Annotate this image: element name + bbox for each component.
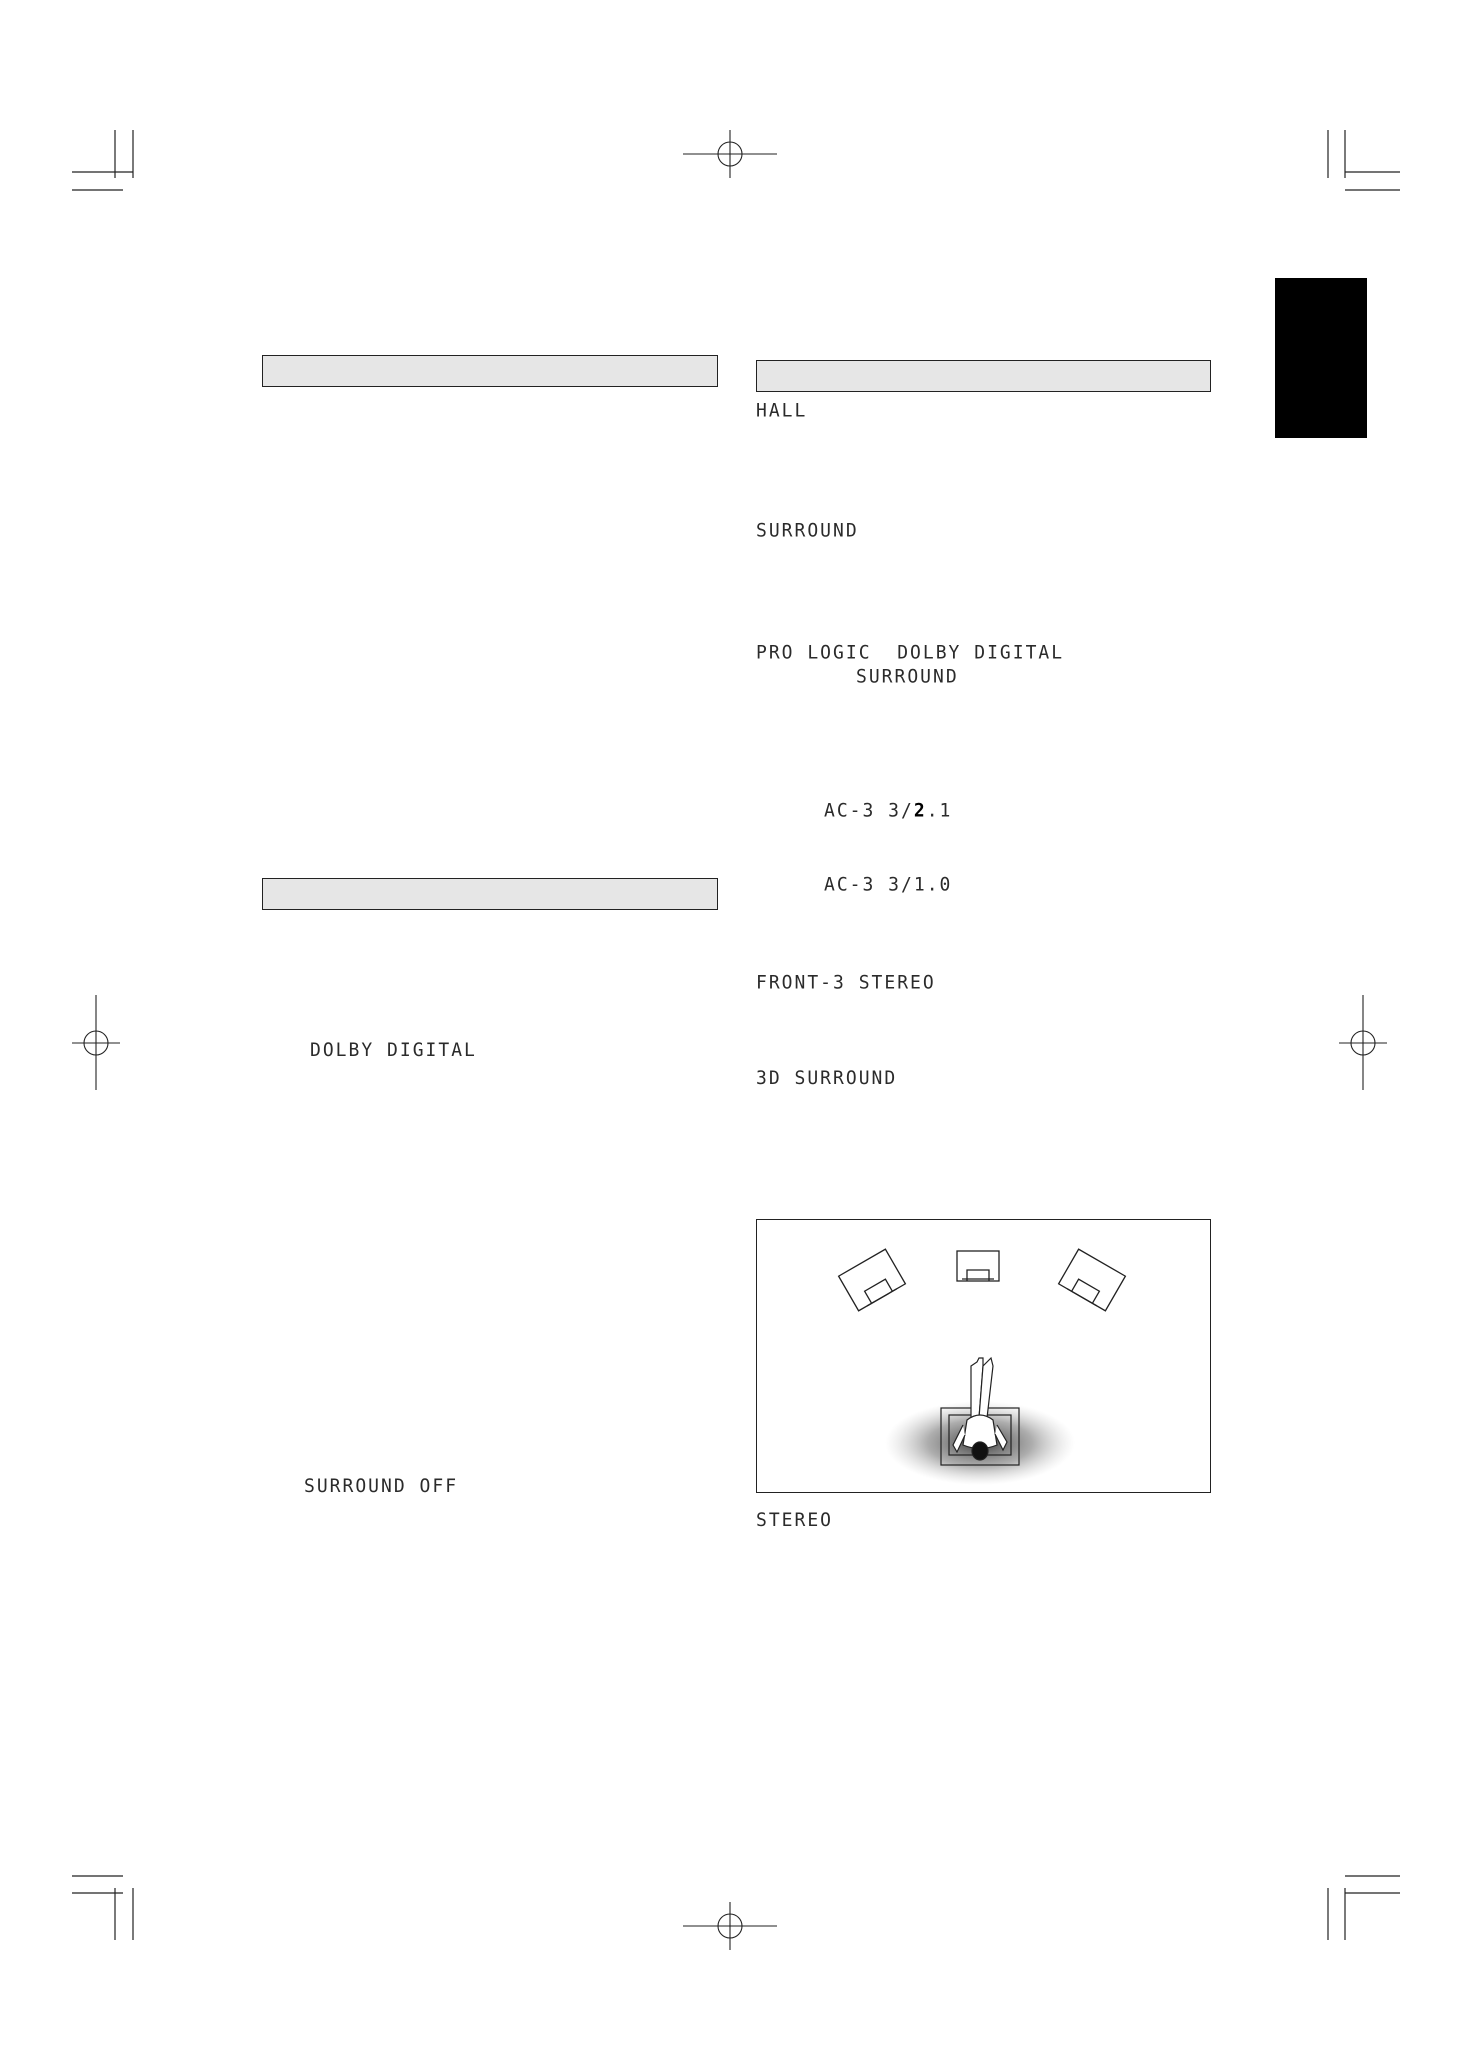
display-surround-off: SURROUND OFF: [304, 1475, 459, 1498]
section-header-box: [756, 360, 1211, 392]
ac3-bold-digit: 2: [913, 799, 927, 822]
display-front3-stereo: FRONT-3 STEREO: [756, 971, 936, 994]
front-left-speaker-icon: [839, 1249, 906, 1311]
display-3d-surround: 3D SURROUND: [756, 1067, 898, 1090]
display-stereo: STEREO: [756, 1509, 834, 1532]
display-dolby-digital: DOLBY DIGITAL: [310, 1039, 477, 1062]
ac3-suffix: .1: [926, 799, 953, 822]
section-header-box: [262, 878, 718, 910]
center-speaker-icon: [957, 1251, 999, 1281]
display-pro-logic-dolby-digital: PRO LOGIC DOLBY DIGITAL: [756, 641, 1065, 664]
front-right-speaker-icon: [1059, 1249, 1126, 1311]
display-pro-logic-surround: SURROUND: [856, 665, 959, 688]
section-header-box: [262, 355, 718, 387]
ac3-prefix: AC-3 3/: [824, 799, 914, 822]
display-ac3-310: AC-3 3/1.0: [824, 873, 953, 896]
display-surround: SURROUND: [756, 519, 859, 542]
display-ac3-321: [824, 799, 952, 822]
section-tab: [1275, 278, 1367, 438]
speaker-layout-illustration: [756, 1219, 1211, 1493]
display-hall: HALL: [756, 399, 808, 422]
